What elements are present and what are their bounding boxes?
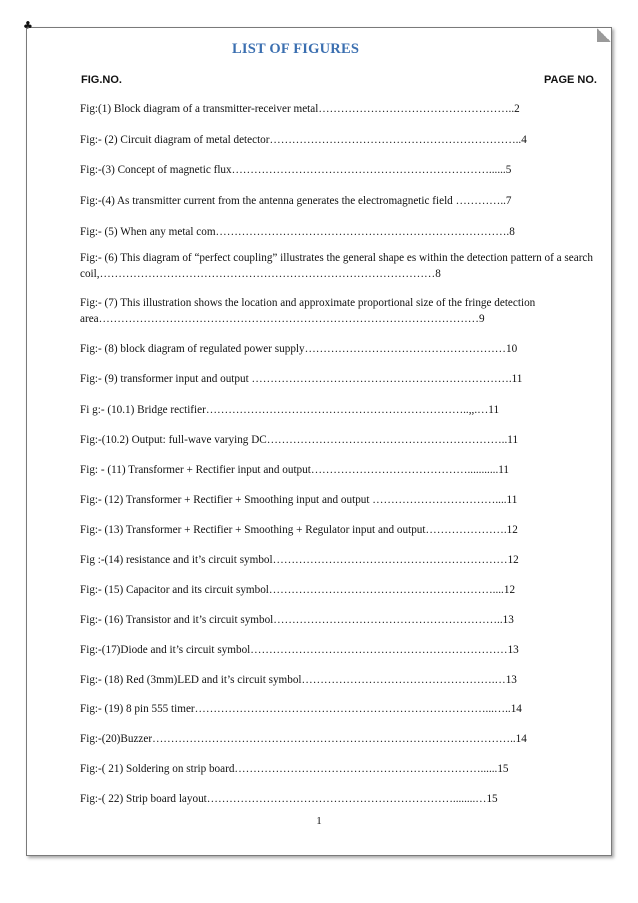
figure-entry: Fig:- (7) This illustration shows the location and approximate proportional size of the fringe detection area…………………………………………………………………………………………9 bbox=[80, 297, 536, 325]
figure-entry: Fig: - (11) Transformer + Rectifier input and output……………………………………...........11 bbox=[80, 464, 510, 476]
figure-entry: Fig:-( 21) Soldering on strip board…………………………………………………………......15 bbox=[80, 763, 509, 775]
figure-entry: Fig:-(17)Diode and it’s circuit symbol……………………………………………………………13 bbox=[80, 644, 519, 656]
figure-entry: Fig:-(4) As transmitter current from the antenna generates the electromagnetic field …………..7 bbox=[80, 195, 512, 207]
figure-entry: Fig:- (13) Transformer + Rectifier + Smoothing + Regulator input and output………………….12 bbox=[80, 524, 518, 536]
figure-entry: Fig:- (2) Circuit diagram of metal detector…………………………………………………………..4 bbox=[80, 134, 527, 146]
figure-entry: Fig:-(10.2) Output: full-wave varying DC………………………………………………………..11 bbox=[80, 434, 519, 446]
figure-entry: Fig:(1) Block diagram of a transmitter-receiver metal……………………………………………..2 bbox=[80, 103, 520, 115]
anchor-marker-icon: ♣ bbox=[23, 19, 33, 32]
column-header-fig-no: FIG.NO. bbox=[81, 74, 122, 86]
figure-entry: Fi g:- (10.1) Bridge rectifier……………………………………………………………..,,.…11 bbox=[80, 404, 500, 416]
figure-entry: Fig:- (5) When any metal com…………………………………………………………………….8 bbox=[80, 226, 515, 238]
figure-entry: Fig:- (6) This diagram of “perfect coupling” illustrates the general shape es within the detection pattern of a search coil,………………………………………………………………………………8 bbox=[80, 252, 593, 280]
figure-entry: Fig:- (18) Red (3mm)LED and it’s circuit symbol…………………………………………….…13 bbox=[80, 674, 517, 686]
page-number: 1 bbox=[316, 815, 322, 827]
figure-entry: Fig:- (15) Capacitor and its circuit symbol……………………………………………………....12 bbox=[80, 584, 516, 596]
column-header-page-no: PAGE NO. bbox=[544, 74, 597, 86]
figure-entry: Fig :-(14) resistance and it’s circuit symbol………………………………………………………12 bbox=[80, 554, 519, 566]
figure-entry: Fig:- (12) Transformer + Rectifier + Smoothing input and output ……………………………....11 bbox=[80, 494, 518, 506]
figure-entry: Fig:-(20)Buzzer……………………………………………………………………………………..14 bbox=[80, 733, 527, 745]
figure-entry: Fig:- (16) Transistor and it’s circuit symbol……………………………………………………..13 bbox=[80, 614, 514, 626]
page-corner-fold bbox=[597, 28, 611, 42]
figure-entry: Fig:- (9) transformer input and output …………………………………………………………….11 bbox=[80, 373, 523, 385]
figure-entry: Fig:-( 22) Strip board layout…………………………………………………………........…15 bbox=[80, 793, 498, 805]
figure-entry: Fig:-(3) Concept of magnetic flux……………………………………………………………......5 bbox=[80, 164, 512, 176]
figure-entry: Fig:- (8) block diagram of regulated power supply………………………………………………10 bbox=[80, 343, 518, 355]
document-page bbox=[23, 19, 612, 856]
figure-entry: Fig:- (19) 8 pin 555 timer……………………………………………………………………...…..14 bbox=[80, 703, 522, 715]
page-title: LIST OF FIGURES bbox=[232, 41, 360, 57]
